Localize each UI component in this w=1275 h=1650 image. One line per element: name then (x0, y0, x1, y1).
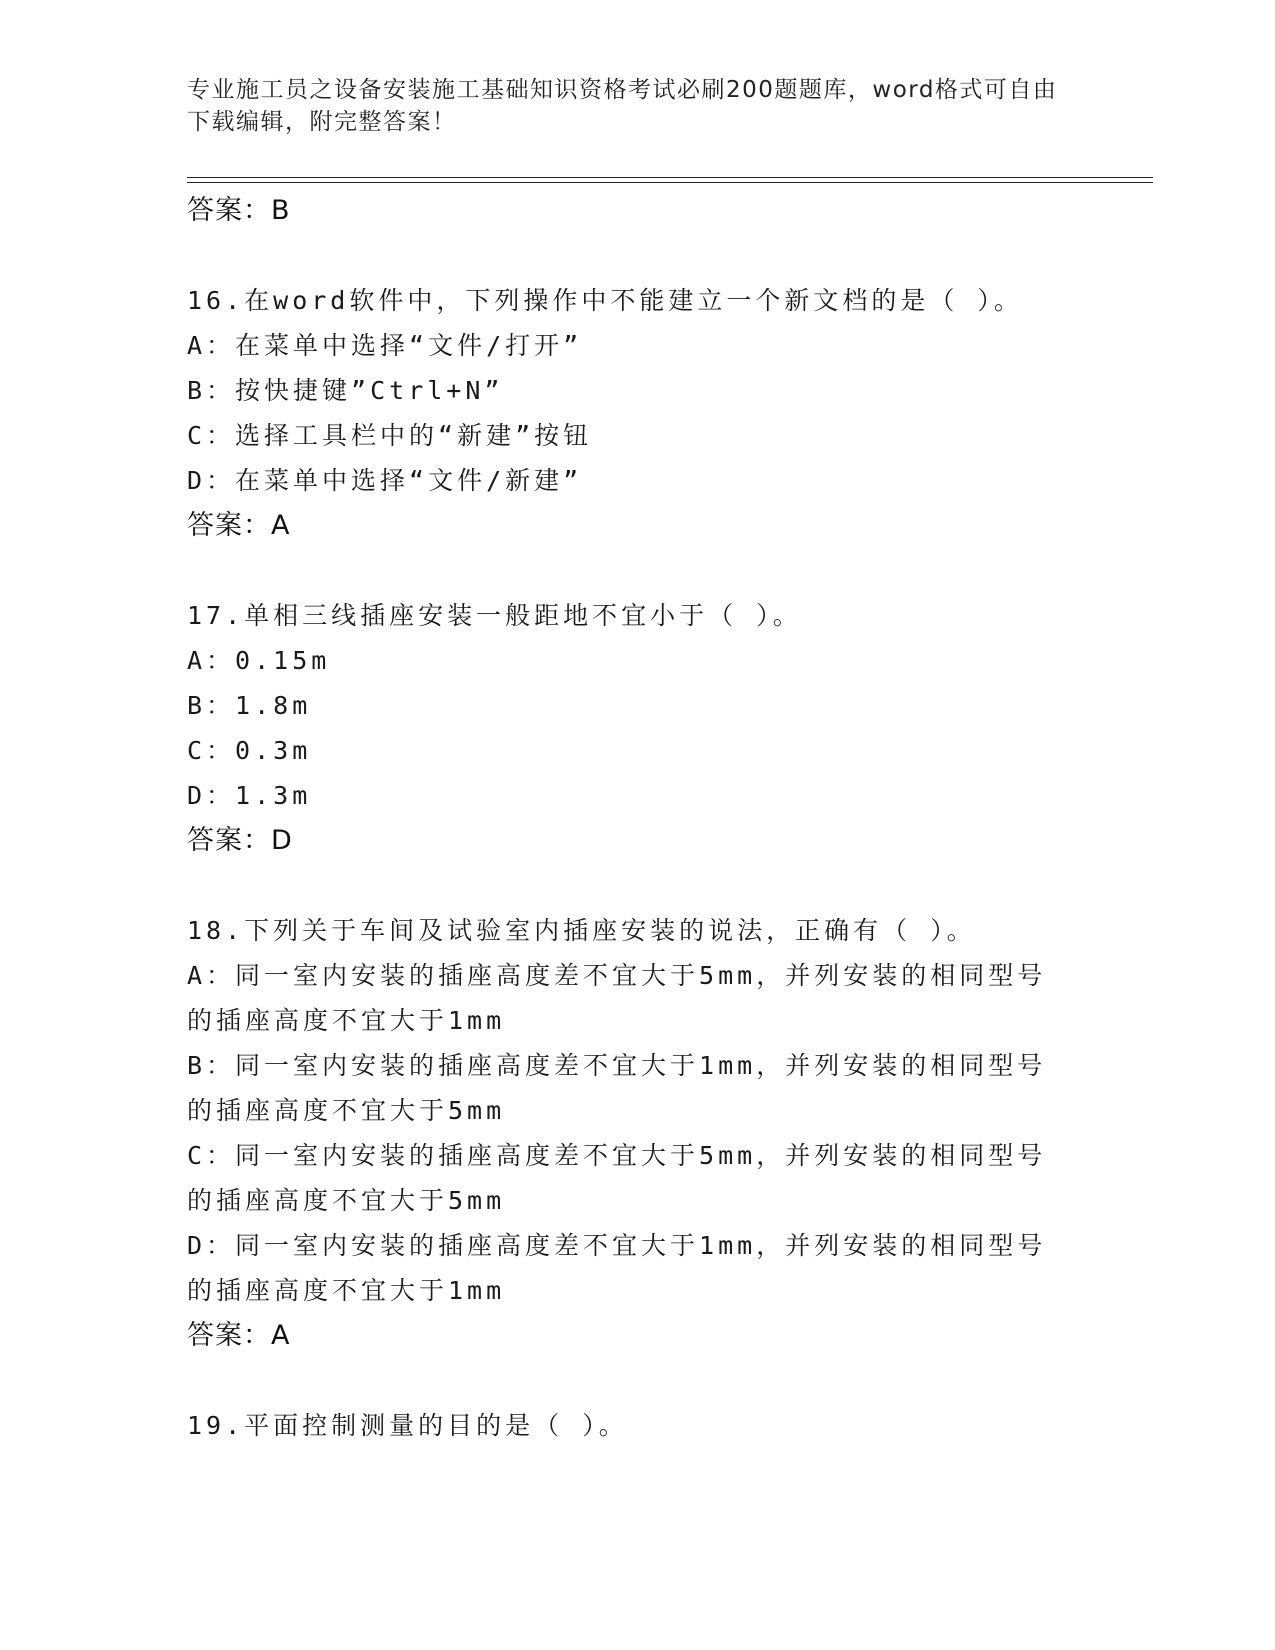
document-body (187, 188, 1087, 1448)
answer-label: 答案：D (187, 825, 293, 856)
question-17 (187, 593, 1087, 863)
page-header: 专业施工员之设备安装施工基础知识资格考试必刷200题题库，word格式可自由下载编辑，附完整答案！ (187, 77, 1058, 135)
answer-label: 答案：A (187, 1320, 291, 1351)
question-stem: 19.平面控制测量的目的是（ ）。 (187, 1411, 628, 1440)
question-19 (187, 1403, 1087, 1448)
option-a: A：0.15m (187, 646, 331, 675)
answer-label: 答案：A (187, 510, 291, 541)
question-18 (187, 908, 1087, 1358)
option-d: D：在菜单中选择“文件/新建” (187, 466, 583, 495)
option-b: B：按快捷键”Ctrl+N” (187, 376, 504, 405)
option-b: B：同一室内安装的插座高度差不宜大于1mm，并列安装的相同型号的插座高度不宜大于5mm (187, 1051, 1047, 1125)
option-c: C：同一室内安装的插座高度差不宜大于5mm，并列安装的相同型号的插座高度不宜大于5mm (187, 1141, 1047, 1215)
option-a: A：在菜单中选择“文件/打开” (187, 331, 583, 360)
question-stem: 16.在word软件中，下列操作中不能建立一个新文档的是（ ）。 (187, 286, 1023, 315)
header-divider (187, 177, 1153, 183)
question-stem: 18.下列关于车间及试验室内插座安装的说法，正确有（ ）。 (187, 916, 976, 945)
question-16 (187, 278, 1087, 548)
option-d: D：1.3m (187, 781, 312, 810)
answer-label: 答案：B (187, 195, 291, 226)
question-stem: 17.单相三线插座安装一般距地不宜小于（ ）。 (187, 601, 802, 630)
option-c: C：选择工具栏中的“新建”按钮 (187, 421, 593, 450)
option-d: D：同一室内安装的插座高度差不宜大于1mm，并列安装的相同型号的插座高度不宜大于1mm (187, 1231, 1047, 1305)
option-b: B：1.8m (187, 691, 312, 720)
option-a: A：同一室内安装的插座高度差不宜大于5mm，并列安装的相同型号的插座高度不宜大于1mm (187, 961, 1047, 1035)
option-c: C：0.3m (187, 736, 312, 765)
